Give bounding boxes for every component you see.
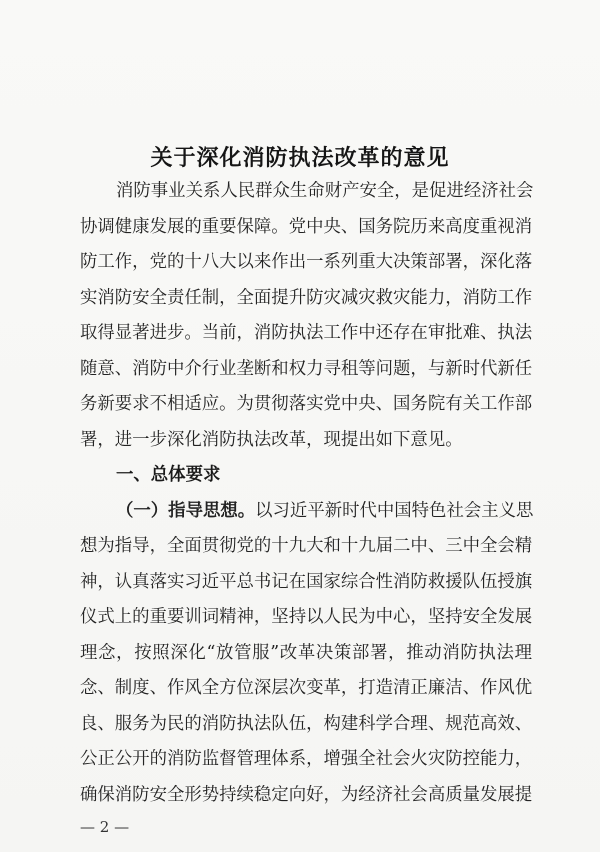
intro-line: 消防事业关系人民群众生命财产安全，是促进经济社会 [116,181,534,201]
subsection-line: 理念，按照深化“放管服”改革决策部署，推动消防执法理 [80,643,532,663]
subsection-line: 念、制度、作风全方位深层次变革，打造清正廉洁、作风优 [80,678,533,698]
subsection-line: 想为指导，全面贯彻党的十九大和十九届二中、三中全会精 [80,536,533,556]
subsection-line: 仪式上的重要训词精神，坚持以人民为中心，坚持安全发展 [80,607,533,627]
intro-line: 协调健康发展的重要保障。党中央、国务院历来高度重视消 [80,217,533,237]
subsection-line: 良、服务为民的消防执法队伍，构建科学合理、规范高效、 [80,714,533,734]
section-heading: 一、总体要求 [116,465,221,485]
intro-line: 务新要求不相适应。为贯彻落实党中央、国务院有关工作部 [80,394,533,414]
subsection-label: （一）指导思想。 [116,501,256,521]
intro-line: 取得显著进步。当前，消防执法工作中还存在审批难、执法 [80,323,533,343]
document-title: 关于深化消防执法改革的意见 [150,145,450,171]
subsection-line: 神，认真落实习近平总书记在国家综合性消防救援队伍授旗 [80,572,533,592]
intro-line: 实消防安全责任制，全面提升防灾减灾救灾能力，消防工作 [80,288,533,308]
subsection-first-line-text: 以习近平新时代中国特色社会主义思 [255,501,534,521]
intro-line: 随意、消防中介行业垄断和权力寻租等问题，与新时代新任 [80,359,533,379]
subsection-first-line [116,500,532,522]
page-number: — 2 — [80,818,130,836]
intro-line: 防工作，党的十八大以来作出一系列重大决策部署，深化落 [80,252,533,272]
intro-line: 署，进一步深化消防执法改革，现提出如下意见。 [80,430,463,450]
subsection-line: 确保消防安全形势持续稳定向好，为经济社会高质量发展提 [80,785,533,805]
subsection-line: 公正公开的消防监督管理体系，增强全社会火灾防控能力， [80,749,533,769]
